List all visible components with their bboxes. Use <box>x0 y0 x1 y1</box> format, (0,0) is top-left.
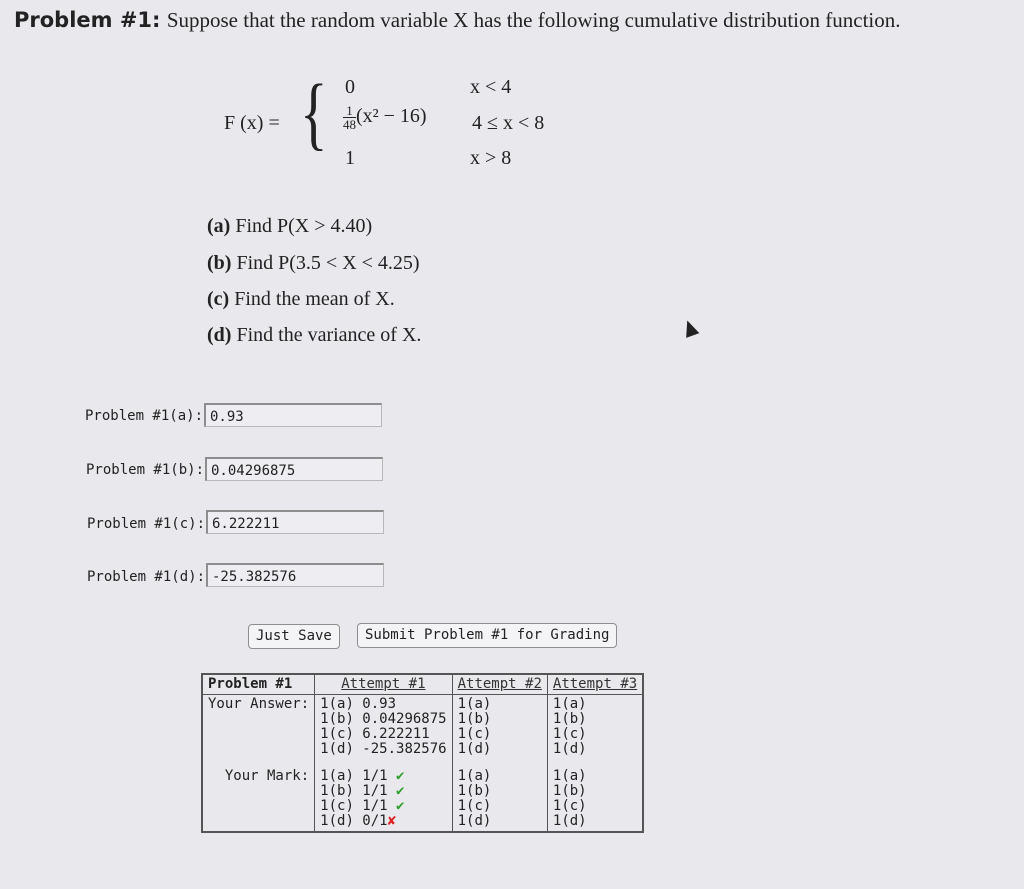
question-c: (c) Find the mean of X. <box>207 288 395 310</box>
your-answer-label: Your Answer: <box>202 695 315 760</box>
cdf-case-value: 1 <box>345 147 355 169</box>
just-save-button[interactable]: Just Save <box>248 624 340 649</box>
mouse-cursor-icon <box>681 318 700 338</box>
attempt-2-link[interactable]: Attempt #2 <box>457 676 542 692</box>
attempt-2-marks: 1(a) 1(b) 1(c) 1(d) <box>452 759 547 832</box>
checkmark-icon: ✔ <box>396 768 405 784</box>
attempt-1-link[interactable]: Attempt #1 <box>341 676 426 692</box>
cdf-lhs: F (x) = <box>224 112 280 134</box>
answer-input-c[interactable]: 6.222211 <box>206 510 384 534</box>
answer-input-b[interactable]: 0.04296875 <box>205 457 383 481</box>
cdf-case-value: $\frac{1}{48}$ (x² − 16) <box>343 103 427 132</box>
checkmark-icon: ✔ <box>396 783 405 799</box>
attempt-3-answers: 1(a) 1(b) 1(c) 1(d) <box>552 696 587 757</box>
answer-label-b: Problem #1(b): <box>86 462 205 478</box>
problem-title: Problem #1: <box>14 8 161 32</box>
question-a: (a) Find P(X > 4.40) <box>207 215 373 237</box>
attempt-2-answers: 1(a) 1(b) 1(c) 1(d) <box>452 695 547 760</box>
cdf-case-condition: x > 8 <box>470 147 512 169</box>
answer-label-d: Problem #1(d): <box>87 569 206 585</box>
table-header-problem: Problem #1 <box>202 674 315 695</box>
question-d: (d) Find the variance of X. <box>207 324 422 346</box>
attempt-3-link[interactable]: Attempt #3 <box>552 676 638 692</box>
attempts-table <box>201 673 644 833</box>
answer-label-c: Problem #1(c): <box>87 516 206 532</box>
answer-input-d[interactable]: -25.382576 <box>206 563 384 587</box>
cdf-case-value: 0 <box>345 76 355 98</box>
cdf-fraction: $\frac{1}{48}$ <box>343 103 356 132</box>
question-b: (b) Find P(3.5 < X < 4.25) <box>207 252 420 274</box>
attempt-3-marks: 1(a) 1(b) 1(c) 1(d) <box>552 768 587 829</box>
submit-grading-button[interactable]: Submit Problem #1 for Grading <box>357 623 617 648</box>
attempt-1-marks: 1(a) 1/1 ✔ 1(b) 1/1 ✔ 1(c) 1/1 ✔ 1(d) 0/1✘ <box>315 759 452 832</box>
table-row <box>202 695 643 760</box>
answer-input-a[interactable]: 0.93 <box>204 403 382 427</box>
problem-header <box>14 8 901 33</box>
cross-icon: ✘ <box>387 813 397 829</box>
attempt-1-answers: 1(a) 0.93 1(b) 0.04296875 1(c) 6.222211 1(d) -25.382576 <box>315 695 452 760</box>
your-mark-label: Your Mark: <box>202 759 315 832</box>
cdf-case-condition: x < 4 <box>470 76 512 98</box>
cdf-case-condition: 4 ≤ x < 8 <box>472 112 545 134</box>
answer-label-a: Problem #1(a): <box>85 408 204 424</box>
checkmark-icon: ✔ <box>396 798 405 814</box>
problem-statement: Suppose that the random variable X has the following cumulative distribution function. <box>166 8 901 32</box>
cdf-brace: { <box>300 67 328 158</box>
table-row <box>202 759 643 832</box>
